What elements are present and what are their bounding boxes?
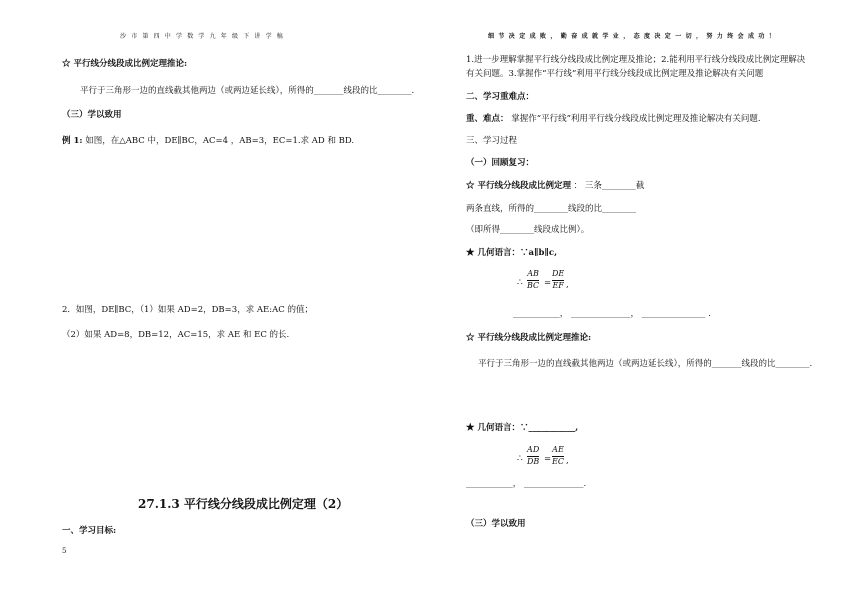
geometry-language-2: ★ 几何语言：∵___________, bbox=[466, 423, 579, 433]
example-2-part-2: （2）如果 AD=8，DB=12，AC=15，求 AE 和 EC 的长. bbox=[62, 330, 290, 340]
equals-sign-2: = bbox=[544, 454, 552, 464]
fraction-ab-bc bbox=[527, 270, 539, 291]
key-points-heading: 二、学习重难点： bbox=[466, 92, 535, 102]
process-heading: 三、学习过程 bbox=[466, 136, 518, 146]
fraction-ad-db-bottom: DB bbox=[527, 456, 540, 466]
theorem-line-2: 两条直线，所得的________线段的比________ bbox=[466, 204, 637, 214]
answer-blanks-2: ___________， ______________. bbox=[466, 479, 587, 489]
left-page-header: 沙市第四中学数学九年级下讲学稿 bbox=[120, 33, 289, 40]
left-corollary-text: 平行于三角形一边的直线截其他两边（或两边延长线），所得的_______线段的比________. bbox=[80, 86, 415, 96]
therefore-symbol-2: ∴ bbox=[517, 454, 523, 464]
equals-sign-1: = bbox=[544, 278, 552, 288]
right-corollary-heading: ☆ 平行线分线段成比例定理推论: bbox=[466, 333, 592, 343]
right-page-header: 细节决定成败，勤奋成就学业，态度决定一切，努力终会成功！ bbox=[488, 33, 780, 40]
theorem-text: ： 三条________截 bbox=[573, 181, 645, 191]
comma-2: , bbox=[566, 456, 569, 466]
geometry-language-1: ★ 几何语言：∵a∥b∥c, bbox=[466, 248, 558, 258]
example-2-part-1: 2．如图，DE∥BC，（1）如果 AD=2，DB=3，求 AE:AC 的值； bbox=[62, 305, 313, 315]
fraction-ad-db bbox=[527, 446, 539, 467]
fraction-ae-ec-bottom: EC bbox=[552, 456, 564, 466]
key-points-text: 掌握作“平行线”利用平行线分线段成比例定理及推论解决有关问题. bbox=[511, 114, 761, 124]
fraction-ad-db-top: AD bbox=[527, 445, 540, 454]
fraction-de-ef bbox=[552, 270, 564, 291]
fraction-ae-ec bbox=[552, 446, 564, 467]
example-1-label: 例 1: bbox=[62, 136, 83, 146]
theorem-label: ☆ 平行线分线段成比例定理 bbox=[466, 181, 571, 191]
lesson-title: 27.1.3 平行线分线段成比例定理（2） bbox=[138, 497, 349, 511]
comma-1: , bbox=[566, 280, 569, 290]
fraction-ae-ec-top: AE bbox=[552, 445, 564, 454]
review-heading: （一）回顾复习： bbox=[466, 158, 535, 168]
page-number: 5 bbox=[62, 547, 67, 555]
key-points bbox=[466, 115, 761, 124]
example-1 bbox=[62, 137, 354, 146]
theorem-line bbox=[466, 182, 644, 191]
right-apply-heading: （三）学以致用 bbox=[466, 519, 526, 529]
left-apply-heading: （三）学以致用 bbox=[62, 110, 122, 120]
left-corollary-heading: ☆ 平行线分线段成比例定理推论: bbox=[62, 59, 188, 69]
theorem-line-3: （即所得________线段成比例）。 bbox=[466, 225, 590, 235]
fraction-ab-bc-bottom: BC bbox=[527, 280, 540, 290]
therefore-symbol-1: ∴ bbox=[517, 278, 523, 288]
answer-blanks-1: ___________， ______________， _______________ . bbox=[513, 309, 711, 319]
fraction-ab-bc-top: AB bbox=[527, 269, 539, 278]
goal-line-2: 有关问题。3.掌握作“平行线”利用平行线分线段成比例定理及推论解决有关问题 bbox=[466, 69, 764, 79]
learning-goal-heading: 一、学习目标: bbox=[62, 526, 117, 536]
goal-line-1: 1.进一步理解掌握平行线分线段成比例定理及推论；2.能利用平行线分线段成比例定理解决 bbox=[466, 55, 806, 65]
right-corollary-text: 平行于三角形一边的直线截其他两边（或两边延长线），所得的_______线段的比________. bbox=[478, 359, 813, 369]
fraction-de-ef-bottom: EF bbox=[552, 280, 564, 290]
example-1-text: 如图，在△ABC 中，DE∥BC，AC=4 ，AB=3，EC=1.求 AD 和 BD. bbox=[85, 136, 355, 146]
fraction-de-ef-top: DE bbox=[552, 269, 565, 278]
key-points-label: 重、难点： bbox=[466, 114, 509, 124]
